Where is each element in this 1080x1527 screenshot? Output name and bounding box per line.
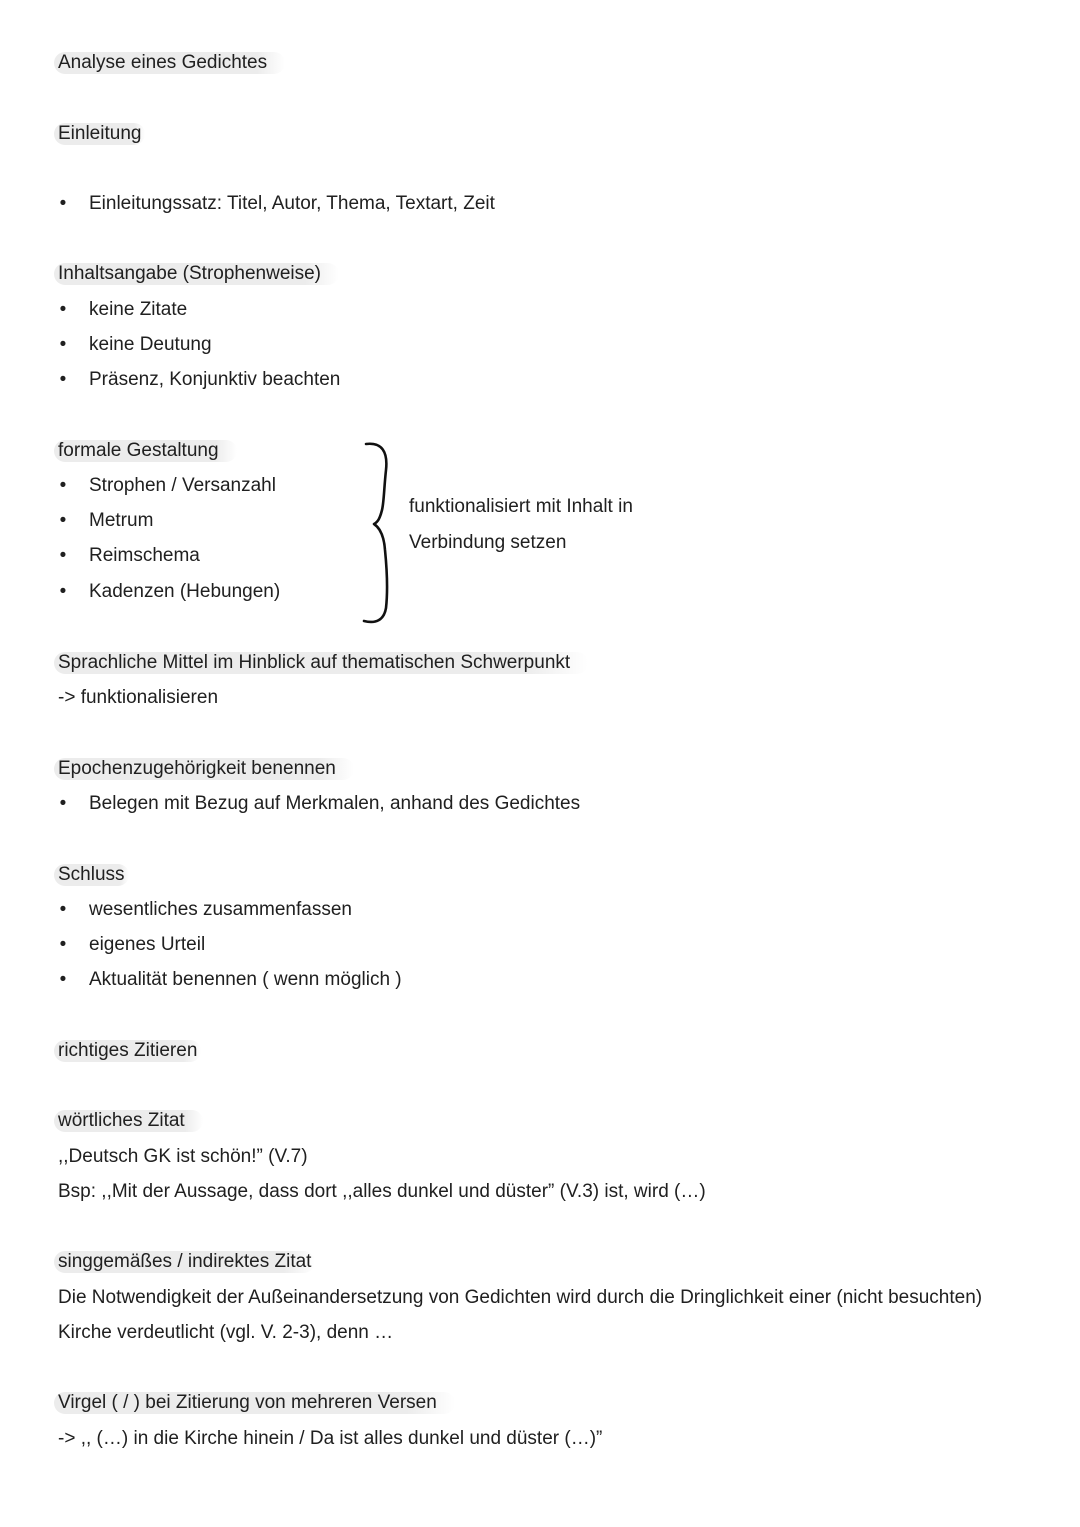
summary-heading-line (58, 256, 339, 291)
summary-bullet: keine Deutung (89, 334, 212, 355)
bullet-icon: • (59, 581, 67, 602)
form-note-line-1: funktionalisiert mit Inhalt in (409, 496, 633, 517)
virgel-example: -> ,, (…) in die Kirche hinein / Da ist alles dunkel und düster (…)” (58, 1428, 603, 1449)
bullet-icon: • (59, 899, 67, 920)
bullet-icon: • (59, 969, 67, 990)
indirect-heading-line (58, 1244, 315, 1279)
bullet-icon: • (59, 299, 67, 320)
citing-heading-line (58, 1033, 201, 1068)
document-title: Analyse eines Gedichtes (54, 52, 285, 74)
intro-bullet: Einleitungssatz: Titel, Autor, Thema, Textart, Zeit (89, 193, 495, 214)
bullet-icon: • (59, 793, 67, 814)
bullet-icon: • (59, 369, 67, 390)
summary-heading: Inhaltsangabe (Strophenweise) (54, 263, 339, 285)
summary-bullet: keine Zitate (89, 299, 188, 320)
epoch-heading: Epochenzugehörigkeit benennen (54, 758, 354, 780)
literal-heading-line (58, 1103, 203, 1138)
form-bullet: Reimschema (89, 545, 200, 566)
conclusion-heading-line (58, 857, 129, 892)
citing-heading: richtiges Zitieren (54, 1040, 201, 1062)
conclusion-bullet: Aktualität benennen ( wenn möglich ) (89, 969, 402, 990)
bullet-icon: • (59, 934, 67, 955)
form-bullet: Kadenzen (Hebungen) (89, 581, 281, 602)
literal-heading: wörtliches Zitat (54, 1110, 203, 1132)
language-heading-line (58, 645, 588, 680)
document-title-line (58, 45, 285, 80)
bullet-icon: • (59, 475, 67, 496)
form-bullet: Metrum (89, 510, 154, 531)
language-heading: Sprachliche Mittel im Hinblick auf thematischen Schwerpunkt (54, 652, 588, 674)
bullet-icon: • (59, 334, 67, 355)
form-note-line-2: Verbindung setzen (409, 532, 567, 553)
literal-example-1: ,,Deutsch GK ist schön!” (V.7) (58, 1146, 308, 1167)
indirect-example-2: Kirche verdeutlicht (vgl. V. 2-3), denn … (58, 1322, 394, 1343)
summary-bullet: Präsenz, Konjunktiv beachten (89, 369, 341, 390)
epoch-bullet: Belegen mit Bezug auf Merkmalen, anhand des Gedichtes (89, 793, 581, 814)
literal-example-2: Bsp: ,,Mit der Aussage, dass dort ,,alles dunkel und düster” (V.3) ist, wird (…) (58, 1181, 706, 1202)
conclusion-bullet: wesentliches zusammenfassen (89, 899, 352, 920)
form-heading: formale Gestaltung (54, 440, 237, 462)
curly-brace-icon (360, 440, 394, 626)
bullet-icon: • (59, 510, 67, 531)
bullet-icon: • (59, 545, 67, 566)
virgel-heading: Virgel ( / ) bei Zitierung von mehreren Versen (54, 1392, 455, 1414)
intro-heading-line (58, 116, 145, 151)
language-note: -> funktionalisieren (58, 687, 219, 708)
indirect-heading: singgemäßes / indirektes Zitat (54, 1251, 315, 1273)
conclusion-heading: Schluss (54, 864, 129, 886)
epoch-heading-line (58, 751, 354, 786)
intro-heading: Einleitung (54, 123, 145, 145)
conclusion-bullet: eigenes Urteil (89, 934, 206, 955)
form-bullet: Strophen / Versanzahl (89, 475, 276, 496)
indirect-example-1: Die Notwendigkeit der Außeinandersetzung von Gedichten wird durch die Dringlichkeit einer (nicht besuchten) (58, 1287, 983, 1308)
virgel-heading-line (58, 1385, 455, 1420)
bullet-icon: • (59, 193, 67, 214)
form-heading-line (58, 433, 237, 468)
